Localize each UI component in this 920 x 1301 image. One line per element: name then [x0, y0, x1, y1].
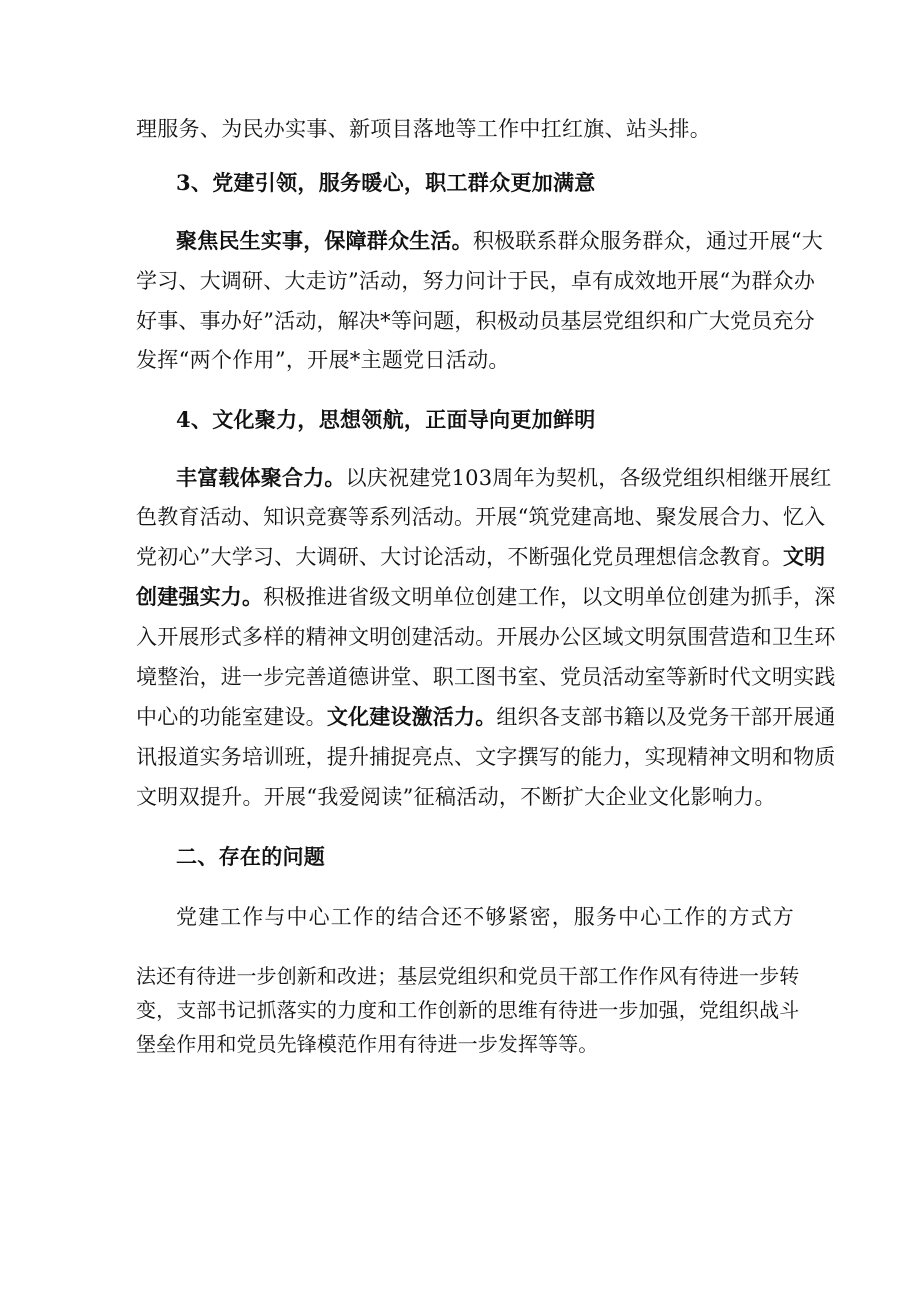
heading-text: 4、文化聚力，思想领航，正面导向更加鲜明 [176, 407, 596, 432]
text-run: 发挥“两个作用”，开展*主题党日活动。 [136, 348, 510, 372]
text-run: 组织各支部书籍以及党务干部开展通 [496, 705, 836, 729]
paragraph-line [136, 782, 776, 812]
text-run: 党初心”大学习、大调研、大讨论活动，不断强化党员理想信念教育。 [136, 545, 783, 569]
text-run: 境整治，进一步完善道德讲堂、职工图书室、党员活动室等新时代文明实践 [136, 665, 836, 689]
text-run: 以庆祝建党103周年为契机，各级党组织相继开展红 [345, 466, 832, 490]
paragraph-line [136, 306, 815, 336]
paragraph-line [176, 226, 823, 256]
text-run: 学习、大调研、大走访”活动，努力问计于民，卓有成效地开展“为群众办 [136, 269, 816, 293]
paragraph-line [136, 702, 836, 732]
text-run: 堡垒作用和党员先锋模范作用有待进一步发挥等等。 [136, 1032, 599, 1056]
text-run: 法还有待进一步创新和改进；基层党组织和党员干部工作作风有待进一步转 [136, 964, 800, 988]
paragraph-line [136, 742, 836, 772]
lead-phrase: 丰富载体聚合力。 [176, 465, 346, 490]
paragraph-line [136, 662, 836, 692]
paragraph-line [176, 902, 795, 932]
text-run: 讯报道实务培训班，提升捕捉亮点、文字撰写的能力，实现精神文明和物质 [136, 745, 836, 769]
paragraph-line [136, 266, 815, 296]
paragraph-line [136, 114, 711, 144]
paragraph-line [136, 961, 799, 991]
heading-text: 二、存在的问题 [176, 844, 326, 869]
text-run: 党建工作与中心工作的结合还不够紧密，服务中心工作的方式方 [176, 905, 795, 929]
section-heading-4 [176, 405, 596, 435]
text-run: 色教育活动、知识竞赛等系列活动。开展“筑党建高地、聚发展合力、忆入 [136, 505, 826, 529]
paragraph-line [176, 463, 832, 493]
text-run: 积极联系群众服务群众，通过开展“大 [472, 229, 823, 253]
section-heading-3 [176, 168, 596, 198]
lead-phrase: 文化建设激活力。 [326, 704, 497, 729]
heading-text: 3、党建引领，服务暖心，职工群众更加满意 [176, 170, 596, 195]
text-run: 变，支部书记抓落实的力度和工作创新的思维有待进一步加强，党组织战斗 [136, 998, 800, 1022]
text-run: 中心的功能室建设。 [136, 705, 327, 729]
lead-phrase: 创建强实力。 [136, 584, 264, 609]
text-run: 积极推进省级文明单位创建工作，以文明单位创建为抓手，深 [263, 585, 836, 609]
paragraph-line [136, 995, 799, 1025]
paragraph-line [136, 622, 836, 652]
paragraph-line [136, 345, 510, 375]
paragraph-line [136, 502, 825, 532]
text-run: 好事、事办好”活动，解决*等问题，积极动员基层党组织和广大党员充分 [136, 309, 815, 333]
paragraph-line [136, 542, 825, 572]
section-heading-problems [176, 842, 325, 872]
lead-phrase: 文明 [782, 544, 826, 569]
text-run: 入开展形式多样的精神文明创建活动。开展办公区域文明氛围营造和卫生环 [136, 625, 836, 649]
text-run: 理服务、为民办实事、新项目落地等工作中扛红旗、站头排。 [136, 117, 712, 141]
paragraph-line [136, 1029, 598, 1059]
paragraph-line [136, 582, 836, 612]
lead-phrase: 聚焦民生实事，保障群众生活。 [176, 228, 473, 253]
text-run: 文明双提升。开展“我爱阅读”征稿活动，不断扩大企业文化影响力。 [136, 785, 776, 809]
